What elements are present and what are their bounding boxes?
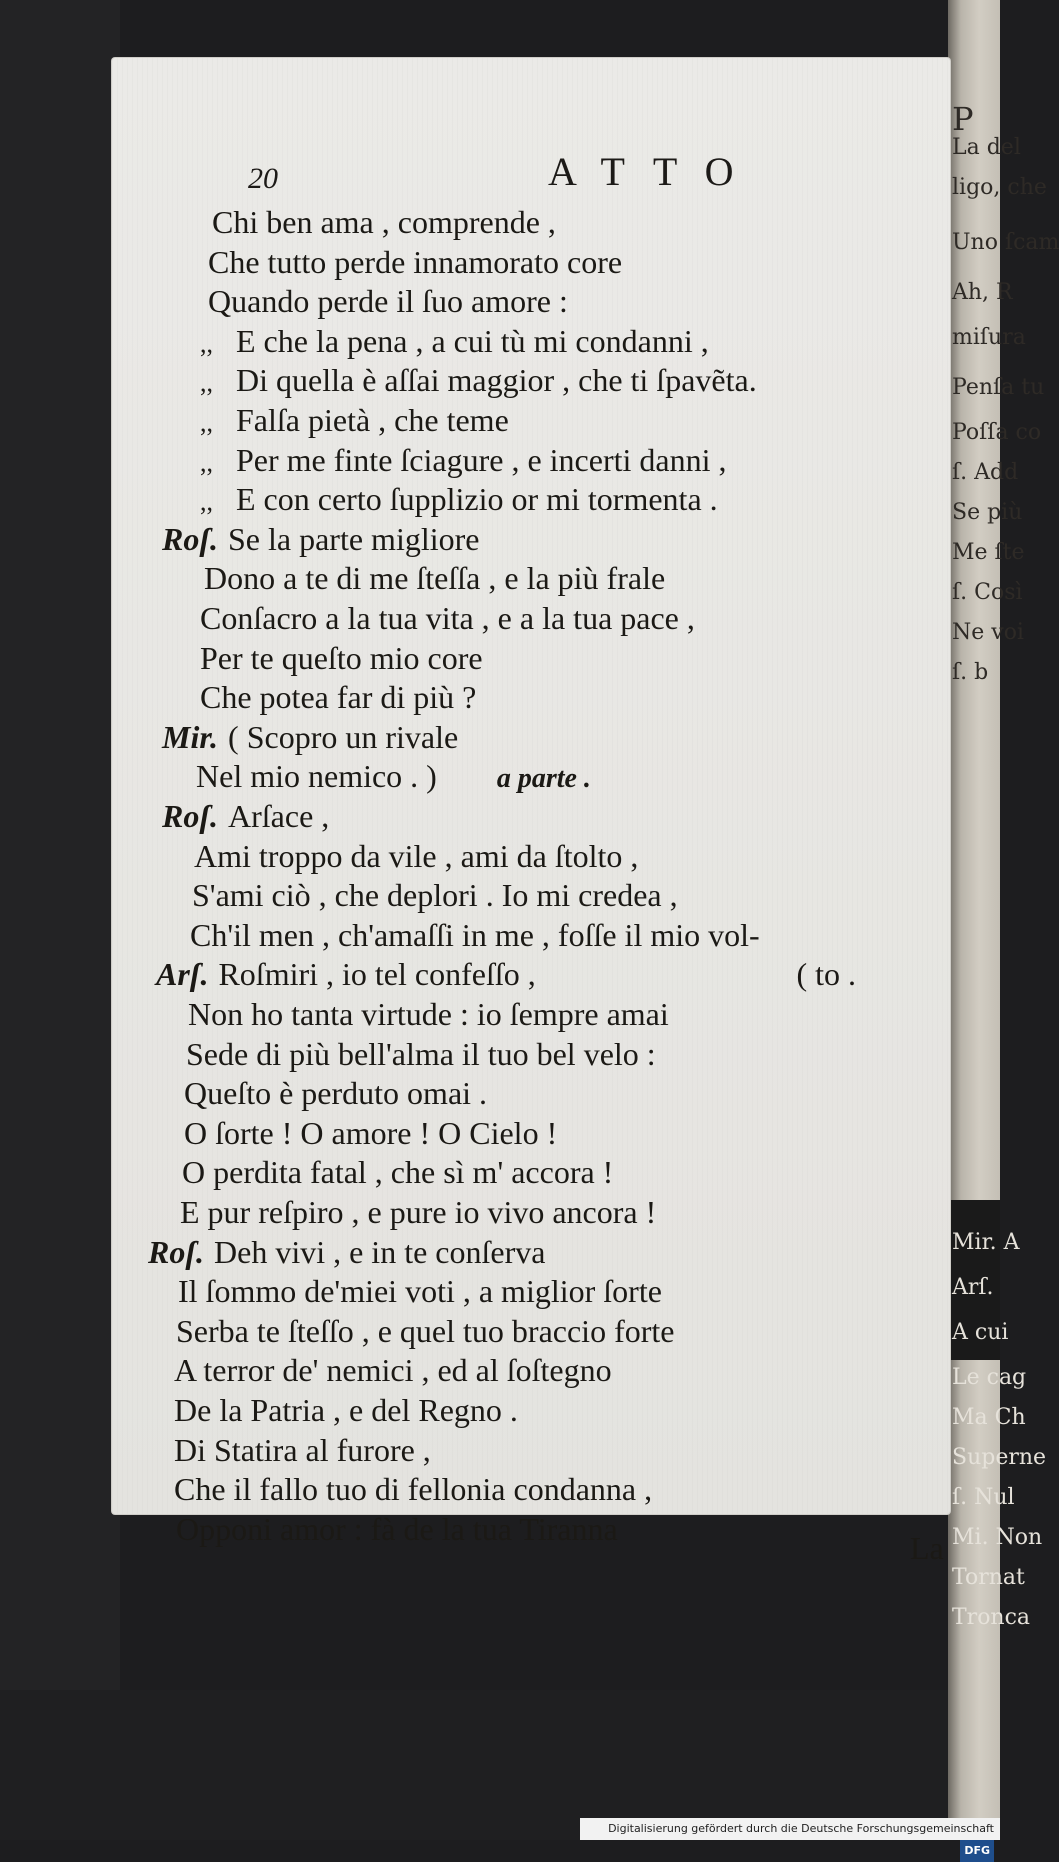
quotation-marker: ,, bbox=[200, 448, 213, 477]
verse-text: Opponi amor : fà de la tua Tiranna bbox=[176, 1511, 618, 1547]
adjacent-page-fragment: ſ. Così bbox=[952, 580, 1023, 605]
verse-line bbox=[200, 360, 900, 400]
verse-text: Per me finte ſciagure , e incerti danni , bbox=[236, 442, 727, 478]
adjacent-page-fragment: ligo, che bbox=[952, 175, 1047, 200]
speaker-label: Mir. bbox=[162, 719, 219, 755]
verse-text: Serba te ſteſſo , e quel tuo braccio forte bbox=[176, 1313, 675, 1349]
verse-line bbox=[156, 954, 856, 994]
adjacent-page-fragment: miſura bbox=[952, 325, 1026, 350]
verse-text: Di quella è aſſai maggior , che ti ſpavẽta. bbox=[236, 362, 757, 398]
adjacent-page-fragment: Ah, R bbox=[952, 280, 1013, 305]
page-number: 20 bbox=[248, 162, 278, 195]
digitization-credit bbox=[580, 1818, 1000, 1857]
verse-line bbox=[186, 1034, 886, 1074]
verse-line bbox=[212, 202, 912, 242]
adjacent-page-fragment: Mi. Non bbox=[952, 1525, 1043, 1550]
adjacent-page-fragment: ſ. Nul bbox=[952, 1485, 1015, 1510]
verse-line bbox=[196, 756, 896, 796]
verse-line bbox=[162, 717, 862, 757]
speaker-label: Roſ. bbox=[148, 1234, 204, 1270]
verse-text: Conſacro a la tua vita , e a la tua pace , bbox=[200, 600, 695, 636]
verse-text: Che potea far di più ? bbox=[200, 679, 477, 715]
verse-line bbox=[174, 1469, 874, 1509]
verse-text: Deh vivi , e in te conſerva bbox=[214, 1234, 546, 1270]
quotation-marker: ,, bbox=[200, 487, 213, 516]
verse-line bbox=[176, 1311, 876, 1351]
verse-text: De la Patria , e del Regno . bbox=[174, 1392, 518, 1428]
verse-text: E con certo ſupplizio or mi tormenta . bbox=[236, 481, 718, 517]
adjacent-page-fragment: Arſ. bbox=[952, 1275, 994, 1300]
catchword: La bbox=[910, 1530, 944, 1566]
verse-line bbox=[176, 1509, 876, 1549]
verse-text: Chi ben ama , comprende , bbox=[212, 204, 556, 240]
adjacent-page-edge bbox=[948, 0, 1059, 1840]
adjacent-page-fragment: Me ſte bbox=[952, 540, 1025, 565]
verse-text: Roſmiri , io tel confeſſo , bbox=[218, 956, 536, 992]
adjacent-page-fragment: Penſa tu bbox=[952, 375, 1045, 400]
verse-line bbox=[174, 1430, 874, 1470]
speaker-label: Roſ. bbox=[162, 798, 218, 834]
adjacent-page-fragment: Tronca bbox=[952, 1605, 1031, 1630]
verse-text: Nel mio nemico . ) bbox=[196, 758, 437, 794]
verse-line bbox=[200, 479, 900, 519]
speaker-label: Arſ. bbox=[156, 956, 209, 992]
adjacent-page-fragment: Ne voi bbox=[952, 620, 1024, 645]
quotation-marker: ,, bbox=[200, 408, 213, 437]
verse-text: E che la pena , a cui tù mi condanni , bbox=[236, 323, 709, 359]
verse-line bbox=[200, 598, 900, 638]
verse-text: S'ami ciò , che deplori . Io mi credea , bbox=[192, 877, 678, 913]
verse-text: Dono a te di me ſteſſa , e la più frale bbox=[204, 560, 666, 596]
adjacent-page-fragment: La del bbox=[952, 135, 1021, 160]
adjacent-page-fragment: Ma Ch bbox=[952, 1405, 1026, 1430]
quotation-marker: ,, bbox=[200, 329, 213, 358]
adjacent-page-fragment: A cui bbox=[952, 1320, 1009, 1345]
adjacent-page-fragment: Poſſa co bbox=[952, 420, 1042, 445]
adjacent-page-fragment: Mir. A bbox=[952, 1230, 1020, 1255]
verse-line bbox=[204, 558, 904, 598]
verse-line bbox=[184, 1113, 884, 1153]
verse-line bbox=[148, 1232, 848, 1272]
dfg-logo: DFG bbox=[960, 1840, 994, 1862]
adjacent-page-fragment: Superne bbox=[952, 1445, 1047, 1470]
verse-line bbox=[200, 400, 900, 440]
verse-text: Il ſommo de'miei voti , a miglior ſorte bbox=[178, 1273, 662, 1309]
verse-text: Sede di più bell'alma il tuo bel velo : bbox=[186, 1036, 656, 1072]
adjacent-page-fragment: ſ. b bbox=[952, 660, 989, 685]
adjacent-page-fragment: ſ. Add bbox=[952, 460, 1019, 485]
verse-line bbox=[184, 1073, 884, 1113]
verse-text: ( Scopro un rivale bbox=[228, 719, 459, 755]
scan-background-left bbox=[0, 0, 120, 1840]
verse-line bbox=[174, 1350, 874, 1390]
book-page bbox=[112, 58, 950, 1566]
verse-line bbox=[194, 836, 894, 876]
verse-line bbox=[192, 875, 892, 915]
verse-line bbox=[208, 281, 908, 321]
verse-text: Ch'il men , ch'amaſſi in me , foſſe il mio vol- bbox=[190, 917, 760, 953]
verse-text: Ami troppo da vile , ami da ſtolto , bbox=[194, 838, 639, 874]
verse-text: O ſorte ! O amore ! O Cielo ! bbox=[184, 1115, 558, 1151]
quotation-marker: ,, bbox=[200, 368, 213, 397]
stage-direction: a parte . bbox=[496, 763, 591, 794]
verse-line bbox=[190, 915, 890, 955]
verse-line bbox=[162, 796, 862, 836]
speaker-label: Roſ. bbox=[162, 521, 218, 557]
adjacent-page-fragment: Tornat bbox=[952, 1565, 1025, 1590]
adjacent-page-fragment: Le cag bbox=[952, 1365, 1027, 1390]
verse-line bbox=[200, 440, 900, 480]
verse-line bbox=[188, 994, 888, 1034]
adjacent-page-fragment: P bbox=[952, 100, 974, 138]
verse-text: Che il fallo tuo di fellonia condanna , bbox=[174, 1471, 653, 1507]
verse-line bbox=[200, 638, 900, 678]
credit-text: Digitalisierung gefördert durch die Deutsche Forschungsgemeinschaft bbox=[608, 1822, 994, 1835]
verse-text: Queſto è perduto omai . bbox=[184, 1075, 488, 1111]
verse-text: Quando perde il ſuo amore : bbox=[208, 283, 568, 319]
running-title: ATTO bbox=[548, 149, 762, 194]
adjacent-page-fragment: Se più bbox=[952, 500, 1023, 525]
verse-line bbox=[180, 1192, 880, 1232]
verse-text: Non ho tanta virtude : io ſempre amai bbox=[188, 996, 669, 1032]
verse-text: A terror de' nemici , ed al ſoſtegno bbox=[174, 1352, 612, 1388]
verse-text: Se la parte migliore bbox=[228, 521, 480, 557]
verse-text: Per te queſto mio core bbox=[200, 640, 483, 676]
verse-line bbox=[162, 519, 862, 559]
verse-line bbox=[200, 321, 900, 361]
verse-text: E pur reſpiro , e pure io vivo ancora ! bbox=[180, 1194, 657, 1230]
verse-line bbox=[178, 1271, 878, 1311]
verse-line bbox=[200, 677, 900, 717]
adjacent-page-fragment: Uno ſcam bbox=[952, 230, 1059, 255]
verse-text: Falſa pietà , che teme bbox=[236, 402, 509, 438]
verse-line bbox=[174, 1390, 874, 1430]
verse-text: Che tutto perde innamorato core bbox=[208, 244, 623, 280]
verse-text: O perdita fatal , che sì m' accora ! bbox=[182, 1154, 614, 1190]
verse-text: Arſace , bbox=[228, 798, 330, 834]
page-header bbox=[112, 148, 950, 198]
verse-line bbox=[208, 242, 908, 282]
verse-text: Di Statira al furore , bbox=[174, 1432, 431, 1468]
turnover-fragment: ( to . bbox=[796, 956, 856, 992]
verse-line bbox=[182, 1152, 882, 1192]
